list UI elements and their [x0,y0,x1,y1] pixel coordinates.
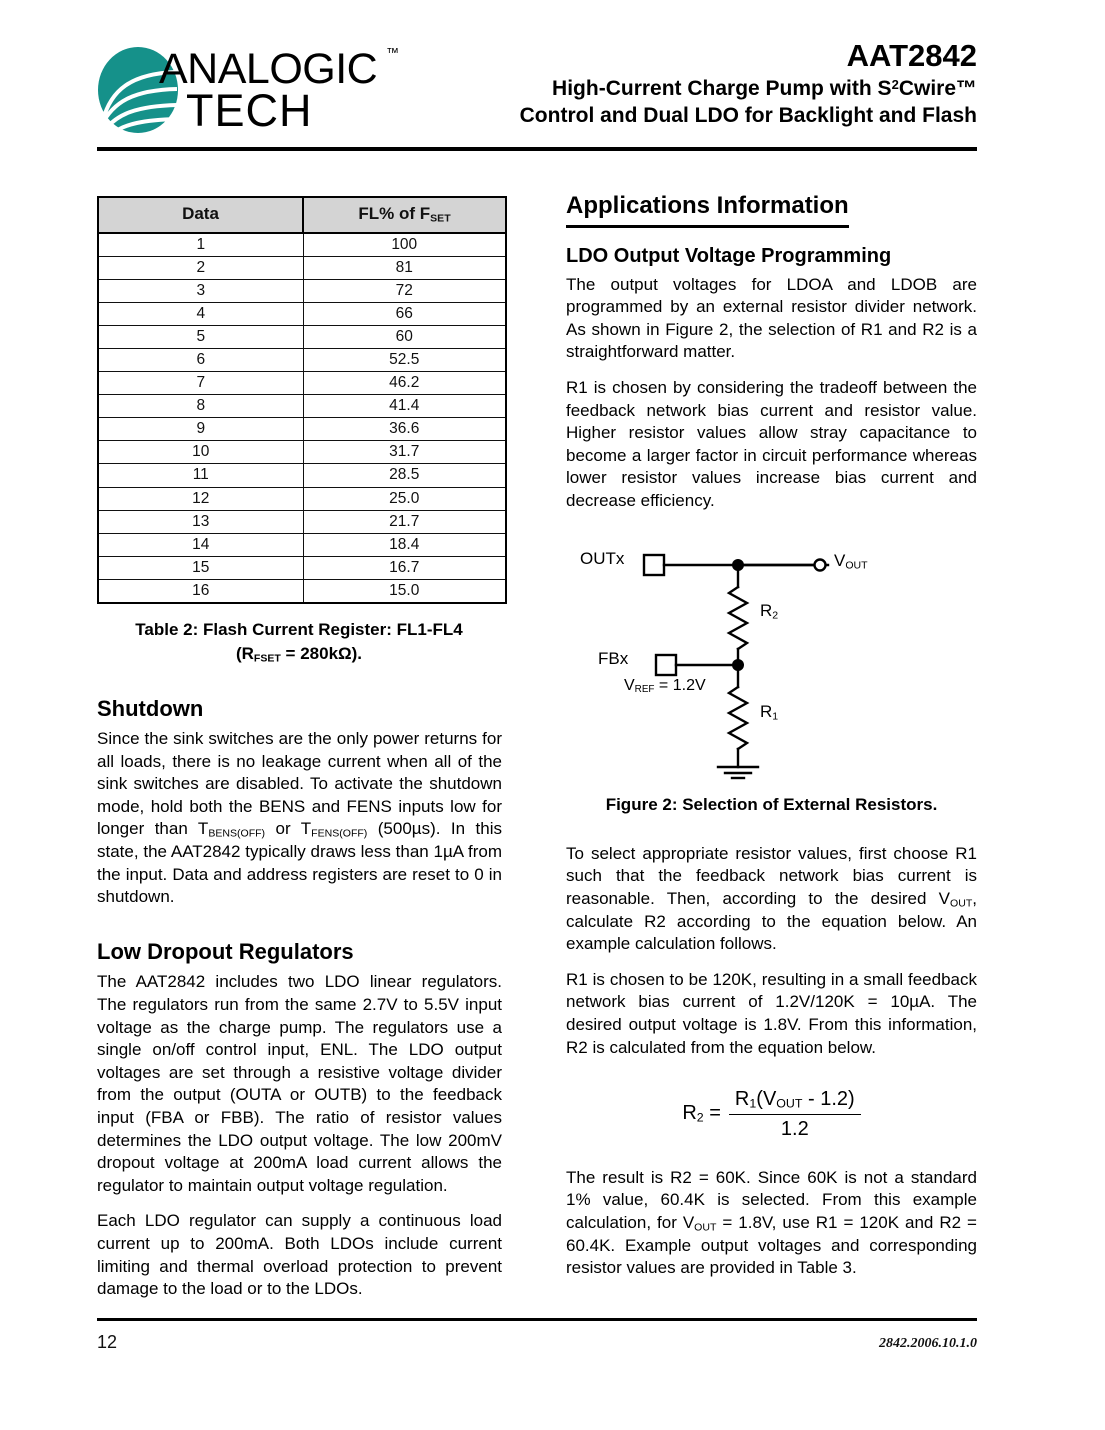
cell-fl-percent: 52.5 [303,349,506,372]
heading-applications-information: Applications Information [566,192,849,228]
applications-paragraph-2: R1 is chosen by considering the tradeoff between the feedback network bias current and resistor value. Higher resistor values allow stray capacitance to become a larger factor in circuit performance whereas lower resistor values increase bias current and decrease efficiency. [566,378,977,511]
table-row [98,257,506,280]
table2-caption-line2: $(R_{FSET} = 280k\Omega)$. [235,643,363,664]
cell-data: 15 [98,556,303,579]
figure2-label-r2: $R_2$ [760,600,779,621]
cell-data: 1 [98,233,303,257]
heading-low-dropout-regulators: Low Dropout Regulators [97,938,354,964]
product-title-line1: High-Current Charge Pump with $S^2Cwire™$ [552,76,977,100]
cell-data: 16 [98,579,303,603]
cell-data: 5 [98,326,303,349]
cell-data: 8 [98,395,303,418]
cell-data: 13 [98,510,303,533]
table-row [98,349,506,372]
part-number: AAT2842 [846,38,977,73]
cell-fl-percent: 41.4 [303,395,506,418]
cell-data: 3 [98,280,303,303]
heading-shutdown: Shutdown [97,695,204,721]
junction-dot-mid [732,659,744,671]
header-titles [377,38,977,129]
cell-fl-percent: 81 [303,257,506,280]
table-row [98,579,506,603]
cell-fl-percent: 36.6 [303,418,506,441]
cell-fl-percent: 46.2 [303,372,506,395]
r2-equation [566,1087,977,1141]
table-row [98,487,506,510]
table-row [98,280,506,303]
calc-paragraph-1: To select appropriate resistor values, first choose R1 such that the feedback network bias current is reasonable. Then, according to the desired $V_{OUT}$, calculate R2 according to the equation below. An example calculation follows. [566,843,977,954]
flash-current-register-table [97,196,507,604]
cell-data: 14 [98,533,303,556]
cell-fl-percent: 16.7 [303,556,506,579]
cell-data: 2 [98,257,303,280]
cell-data: 4 [98,303,303,326]
cell-data: 9 [98,418,303,441]
product-title [377,76,977,130]
cell-fl-percent: 21.7 [303,510,506,533]
table-row [98,510,506,533]
logo-wordmark [159,44,409,140]
table-row [98,441,506,464]
footer-divider [97,1318,977,1321]
cell-data: 10 [98,441,303,464]
page-header [97,38,977,148]
cell-fl-percent: 18.4 [303,533,506,556]
ldo-paragraph-2: Each LDO regulator can supply a continuous load current up to 200mA. Both LDOs include current limiting and thermal overload protection to prevent damage to the load or to the LDOs. [97,1211,502,1299]
table-row [98,533,506,556]
table-row [98,418,506,441]
table-row [98,556,506,579]
logo-text-analogic: ANALOGIC [159,45,378,93]
figure2-label-fbx: FBx [598,648,629,668]
left-column [97,196,502,1301]
calc-paragraph-2: R1 is chosen to be 120K, resulting in a small feedback network bias current of 1.2V/120K = 10µA. The desired output voltage is 1.8V. From this information, R2 is calculated from the equation below. [566,969,977,1057]
cell-data: 12 [98,487,303,510]
cell-data: 11 [98,464,303,487]
cell-fl-percent: 25.0 [303,487,506,510]
table-row [98,233,506,257]
table-row [98,372,506,395]
table2-caption-line1: Table 2: Flash Current Register: FL1-FL4 [135,619,463,639]
cell-fl-percent: 66 [303,303,506,326]
figure2-label-outx: OUTx [580,548,625,568]
equation-lhs: $R_2$ = [682,1102,721,1126]
calc-paragraph-3: The result is R2 = 60K. Since 60K is not a standard 1% value, 60.4K is selected. From this example calculation, for $V_{OUT} = 1.8V$, use R1 = 120K and R2 = 60.4K. Example output voltages and corresponding resistor values are provided in Table 3. [566,1167,977,1278]
table-row [98,303,506,326]
column-header-flpercent: FL% of $F_{SET}$ [303,197,506,233]
column-header-data: Data [98,197,303,233]
ldo-paragraph-1: The AAT2842 includes two LDO linear regulators. The regulators run from the same 2.7V to 5.5V input voltage as the charge pump. The regulators use a single on/off control input, ENL. The LDO output voltages are set through a resistive voltage divider from the output (OUTA or OUTB) to the feedback input (FBA or FBB). The ratio of resistor values determines the LDO output voltage. The low 200mV dropout voltage at 200mA load current allows the regulator to maintain output voltage regulation. [97,972,502,1195]
table-row [98,395,506,418]
figure2-label-vref: $V_{REF} = 1.2V$ [624,676,706,695]
junction-dot-top [732,559,744,571]
table-row [98,464,506,487]
page-number: 12 [97,1332,118,1352]
table-row [98,326,506,349]
logo-trademark-icon: ™ [386,45,399,60]
equation-numerator: $R_1(V_{OUT} - 1.2)$ [729,1087,861,1115]
heading-ldo-output-voltage-programming: LDO Output Voltage Programming [566,244,892,267]
applications-paragraph-1: The output voltages for LDOA and LDOB are programmed by an external resistor divider network. As shown in Figure 2, the selection of R1 and R2 is a straightforward matter. [566,274,977,362]
cell-fl-percent: 15.0 [303,579,506,603]
table2-caption [97,618,501,666]
analogic-tech-logo [97,44,407,144]
logo-text-tech: TECH [186,85,313,136]
table-body [98,233,506,603]
figure2-label-r1: $R_1$ [760,701,779,722]
shutdown-paragraph: Since the sink switches are the only power returns for all loads, there is no leakage current when all of the sink switches are disabled. To activate the shutdown mode, hold both the BENS and FENS inputs low for longer than $T_{BENS(OFF)}$ or $T_{FENS(OFF)}$ (500µs). In this state, the AAT2842 typically draws less than 1µA from the input. Data and address registers are reset to 0 in shutdown. [97,729,502,907]
table-head [98,197,506,233]
cell-data: 6 [98,349,303,372]
cell-fl-percent: 100 [303,233,506,257]
equation-denominator: 1.2 [780,1117,809,1140]
document-revision-id: 2842.2006.10.1.0 [879,1336,977,1351]
cell-fl-percent: 72 [303,280,506,303]
cell-fl-percent: 31.7 [303,441,506,464]
cell-fl-percent: 60 [303,326,506,349]
cell-fl-percent: 28.5 [303,464,506,487]
right-column [566,192,977,1280]
product-title-line2: Control and Dual LDO for Backlight and Flash [519,103,977,127]
figure2-label-vout: $V_{OUT}$ [834,550,868,571]
cell-data: 7 [98,372,303,395]
header-divider [97,147,977,151]
table-header-row [98,197,506,233]
equation-fraction [729,1087,861,1141]
figure2-circuit-diagram [566,535,977,785]
figure2-caption: Figure 2: Selection of External Resistors. [605,794,938,814]
